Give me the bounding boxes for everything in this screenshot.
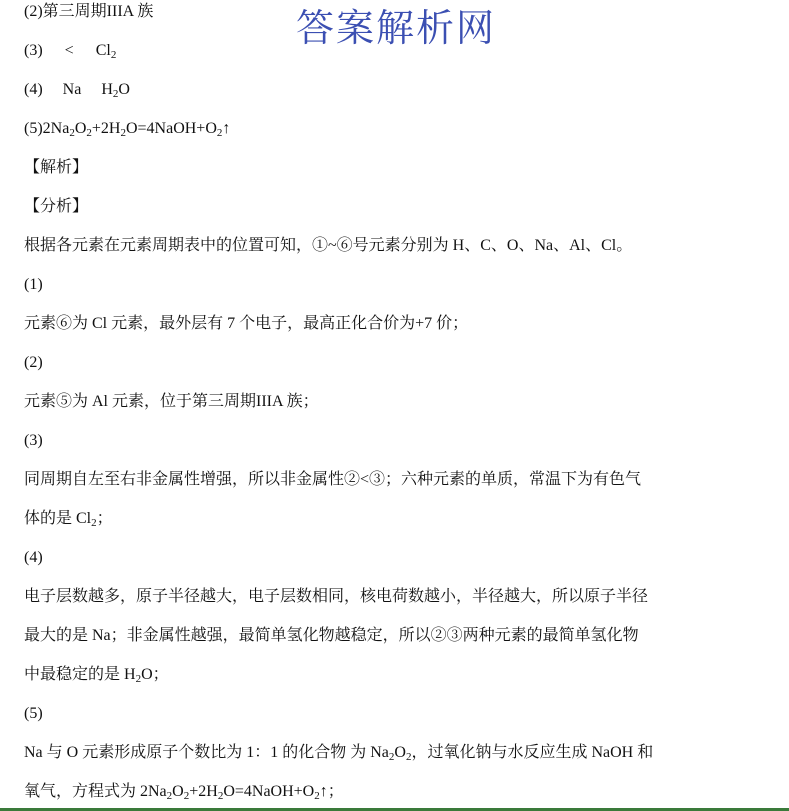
part-5-line-2: 氧气，方程式为 $2Na_2O_2+2H_2O=4NaOH+O_2↑$； bbox=[24, 783, 344, 802]
part-5-number: (5) bbox=[24, 705, 43, 722]
part-3-number: (3) bbox=[24, 432, 43, 449]
answer-4-number: (4) bbox=[24, 81, 43, 98]
part-4-line-3: 中最稳定的是 $H_2O$； bbox=[24, 666, 169, 685]
answer-3-formula: Cl bbox=[95, 42, 111, 59]
heading-jiexi: 【解析】 bbox=[24, 159, 89, 176]
answer-4: (4) Na $H_2O$ bbox=[24, 81, 130, 100]
part-4-number: (4) bbox=[24, 549, 43, 566]
part-4-line-1: 电子层数越多，原子半径越大，电子层数相同，核电荷数越小，半径越大，所以原子半径 bbox=[24, 588, 649, 605]
answer-5-equation: $(5)2Na_2O_2+2H_2O=4NaOH+O_2↑$ bbox=[24, 120, 231, 139]
answer-2: (2)第三周期IIIA 族 bbox=[24, 3, 154, 20]
answer-3-relation: < bbox=[64, 42, 74, 59]
part-5-line-1: Na 与 O 元素形成原子个数比为 1：1 的化合物 为 $Na_2O_2$，过氧化钠与水反应生成 NaOH 和 bbox=[24, 744, 654, 763]
watermark: 答案解析网 bbox=[296, 6, 497, 50]
analysis-intro: 根据各元素在元素周期表中的位置可知，①~⑥号元素分别为 H、C、O、Na、Al、Cl。 bbox=[24, 237, 633, 254]
part-2-text: 元素⑤为 Al 元素，位于第三周期IIIA 族； bbox=[24, 393, 319, 410]
answer-3: $(3) < Cl_2$ bbox=[24, 42, 117, 61]
part-2-number: (2) bbox=[24, 354, 43, 371]
heading-fenxi: 【分析】 bbox=[24, 198, 89, 215]
answer-3-number: (3) bbox=[24, 42, 43, 59]
part-1-number: (1) bbox=[24, 276, 43, 293]
part-3-line-1: 同周期自左至右非金属性增强，所以非金属性②<③；六种元素的单质，常温下为有色气 bbox=[24, 471, 642, 488]
answer-4-element: Na bbox=[62, 81, 82, 98]
answer-4-formula: H bbox=[101, 81, 113, 98]
part-1-text: 元素⑥为 Cl 元素，最外层有 7 个电子，最高正化合价为+7 价； bbox=[24, 315, 469, 332]
part-3-line-2: 体的是 $Cl_2$； bbox=[24, 510, 113, 529]
part-4-line-2: 最大的是 Na；非金属性越强，最简单氢化物越稳定，所以②③两种元素的最简单氢化物 bbox=[24, 627, 639, 644]
